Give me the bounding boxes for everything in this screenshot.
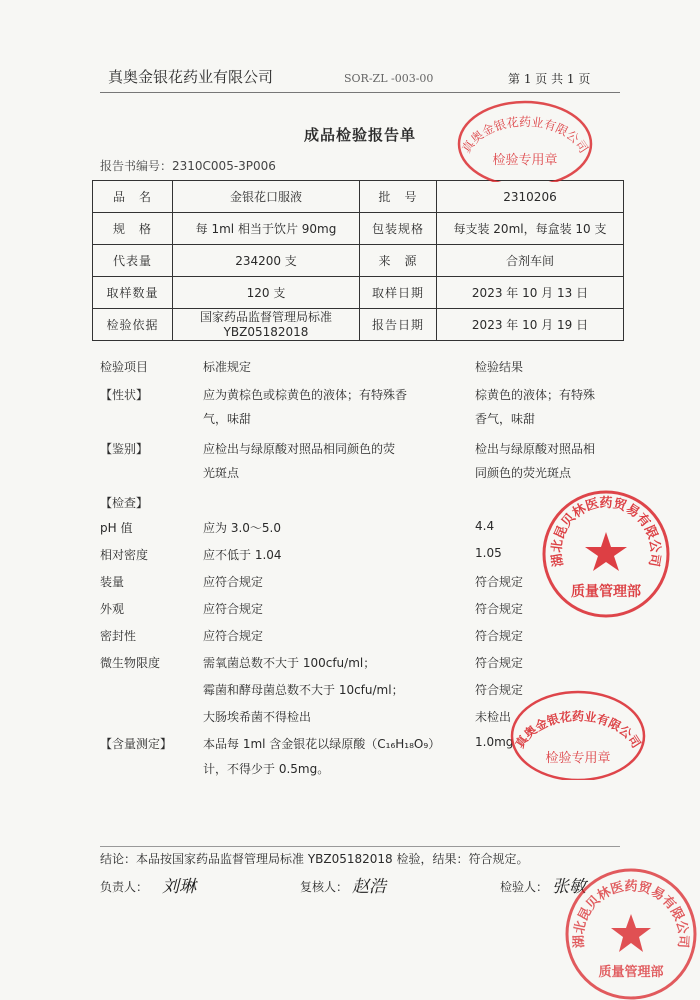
item-ph: pH 值 xyxy=(100,521,133,535)
value-package-spec: 每支装 20ml，每盒装 10 支 xyxy=(437,213,624,245)
result-character-1: 棕黄色的液体；有特殊 xyxy=(475,388,596,402)
result-loading: 符合规定 xyxy=(475,575,524,589)
stamp-ring-text: 湖北昆贝林医药贸易有限公司 xyxy=(571,879,691,949)
document-code: SOR-ZL -003-00 xyxy=(344,72,434,85)
standard-ph: 应为 3.0～5.0 xyxy=(203,521,281,535)
label-basis: 检验依据 xyxy=(93,309,173,341)
label-batch-no: 批 号 xyxy=(360,181,437,213)
standard-character-2: 气，味甜 xyxy=(203,412,252,426)
stamp-ring-text: 湖北昆贝林医药贸易有限公司 xyxy=(549,495,663,568)
item-appearance: 外观 xyxy=(100,602,125,616)
footer-divider xyxy=(100,846,620,847)
standard-assay-1: 本品每 1ml 含金银花以绿原酸（C₁₆H₁₈O₉） xyxy=(203,737,441,751)
item-inspection: 【检查】 xyxy=(100,496,149,510)
result-assay: 1.0mg xyxy=(475,735,514,749)
page-info: 第 1 页 共 1 页 xyxy=(508,72,591,86)
quality-dept-stamp-mid xyxy=(540,488,672,620)
standard-seal: 应符合规定 xyxy=(203,629,264,643)
result-microbial-1: 符合规定 xyxy=(475,656,524,670)
label-sample-qty: 取样数量 xyxy=(93,277,173,309)
quality-dept-stamp-bottom xyxy=(562,864,700,1000)
result-microbial-3: 未检出 xyxy=(475,710,512,724)
value-quantity: 234200 支 xyxy=(173,245,360,277)
value-spec: 每 1ml 相当于饮片 90mg xyxy=(173,213,360,245)
table-row xyxy=(93,213,624,245)
conclusion: 结论：本品按国家药品监督管理局标准 YBZ05182018 检验，结果：符合规定。 xyxy=(100,852,529,866)
result-appearance: 符合规定 xyxy=(475,602,524,616)
result-ph: 4.4 xyxy=(475,519,495,533)
label-sample-date: 取样日期 xyxy=(360,277,437,309)
label-report-date: 报告日期 xyxy=(360,309,437,341)
header-result: 检验结果 xyxy=(475,360,524,374)
item-identification: 【鉴别】 xyxy=(100,442,149,456)
label-spec: 规 格 xyxy=(93,213,173,245)
standard-identification-2: 光斑点 xyxy=(203,466,240,480)
standard-microbial-3: 大肠埃希菌不得检出 xyxy=(203,710,312,724)
reviewer-label: 复核人： xyxy=(300,880,349,894)
table-row xyxy=(93,245,624,277)
standard-identification-1: 应检出与绿原酸对照品相同颜色的荧 xyxy=(203,442,396,456)
stamp-center-text: 质量管理部 xyxy=(598,965,664,980)
result-character-2: 香气，味甜 xyxy=(475,412,536,426)
value-basis xyxy=(173,309,360,341)
value-product-name: 金银花口服液 xyxy=(173,181,360,213)
company-name: 真奥金银花药业有限公司 xyxy=(108,68,274,86)
result-row-seal xyxy=(100,627,620,651)
result-density: 1.05 xyxy=(475,546,502,560)
result-identification-1: 检出与绿原酸对照品相 xyxy=(475,442,596,456)
standard-microbial-1: 需氧菌总数不大于 100cfu/ml； xyxy=(203,656,376,670)
stamp-center-text: 质量管理部 xyxy=(571,584,641,600)
standard-microbial-2: 霉菌和酵母菌总数不大于 10cfu/ml； xyxy=(203,683,404,697)
result-row-character xyxy=(100,386,620,410)
product-info-table xyxy=(92,180,624,341)
stamp-center-text: 检验专用章 xyxy=(492,153,558,168)
svg-text:真奥金银花药业有限公司 xyxy=(458,115,590,156)
responsible-signature: 刘琳 xyxy=(162,877,196,897)
label-package-spec: 包装规格 xyxy=(360,213,437,245)
value-basis-line2: YBZ05182018 xyxy=(223,324,309,339)
page-title: 成品检验报告单 xyxy=(304,126,417,144)
results-header-row xyxy=(100,358,620,382)
value-basis-line1: 国家药品监督管理局标准 xyxy=(199,309,332,324)
value-sample-date: 2023 年 10 月 13 日 xyxy=(437,277,624,309)
company-inspection-stamp-bottom xyxy=(508,684,648,780)
standard-loading: 应符合规定 xyxy=(203,575,264,589)
table-row xyxy=(93,309,624,341)
report-number: 报告书编号：2310C005-3P006 xyxy=(100,159,276,173)
standard-character-1: 应为黄棕色或棕黄色的液体；有特殊香 xyxy=(203,388,408,402)
star-icon xyxy=(585,532,627,571)
result-microbial-2: 符合规定 xyxy=(475,683,524,697)
item-density: 相对密度 xyxy=(100,548,149,562)
item-assay: 【含量测定】 xyxy=(100,737,173,751)
value-sample-qty: 120 支 xyxy=(173,277,360,309)
label-quantity: 代表量 xyxy=(93,245,173,277)
header-item: 检验项目 xyxy=(100,360,149,374)
label-product-name: 品 名 xyxy=(93,181,173,213)
table-row xyxy=(93,277,624,309)
inspector-label: 检验人： xyxy=(500,880,549,894)
company-inspection-stamp-top xyxy=(455,92,595,182)
item-microbial: 微生物限度 xyxy=(100,656,161,670)
result-identification-2: 同颜色的荧光斑点 xyxy=(475,466,572,480)
result-row-identification-cont xyxy=(100,464,620,488)
header-standard: 标准规定 xyxy=(203,360,252,374)
reviewer-signature: 赵浩 xyxy=(352,877,386,897)
item-seal: 密封性 xyxy=(100,629,137,643)
value-report-date: 2023 年 10 月 19 日 xyxy=(437,309,624,341)
stamp-ring-text: 真奥金银花药业有限公司 xyxy=(459,114,591,156)
standard-appearance: 应符合规定 xyxy=(203,602,264,616)
result-row-character-cont xyxy=(100,410,620,434)
star-icon xyxy=(611,914,651,952)
value-source: 合剂车间 xyxy=(437,245,624,277)
item-character: 【性状】 xyxy=(100,388,149,402)
table-row xyxy=(93,181,624,213)
standard-assay-2: 计，不得少于 0.5mg。 xyxy=(203,762,330,776)
item-loading: 装量 xyxy=(100,575,125,589)
result-row-microbial xyxy=(100,654,620,678)
standard-density: 应不低于 1.04 xyxy=(203,548,282,562)
stamp-center-text: 检验专用章 xyxy=(545,751,611,766)
svg-text:真奥金银花药业有限公司 xyxy=(512,708,644,750)
result-row-identification xyxy=(100,440,620,464)
result-seal: 符合规定 xyxy=(475,629,524,643)
label-source: 来 源 xyxy=(360,245,437,277)
inspector-signature: 张敏 xyxy=(552,877,586,897)
stamp-ring-text: 真奥金银花药业有限公司 xyxy=(512,709,644,751)
value-batch-no: 2310206 xyxy=(437,181,624,213)
responsible-label: 负责人： xyxy=(100,880,149,894)
